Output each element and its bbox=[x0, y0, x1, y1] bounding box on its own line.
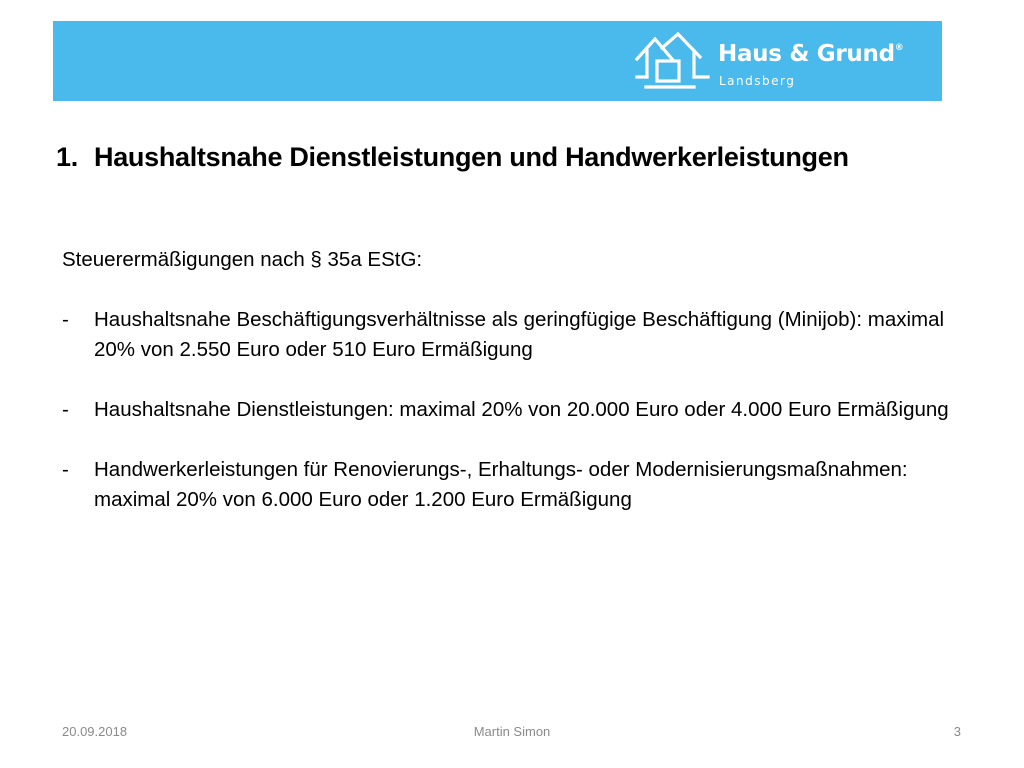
footer-date: 20.09.2018 bbox=[62, 724, 128, 739]
slide-content bbox=[62, 245, 962, 545]
bullet-marker: - bbox=[62, 398, 69, 421]
logo-subtitle: Landsberg bbox=[719, 74, 796, 88]
bullet-list bbox=[62, 305, 962, 515]
title-text: Haushaltsnahe Dienstleistungen und Handwerkerleistungen bbox=[94, 142, 849, 172]
logo-name: Haus & Grund® bbox=[718, 41, 904, 67]
logo bbox=[634, 29, 904, 95]
bullet-marker: - bbox=[62, 458, 69, 481]
footer-author: Martin Simon bbox=[473, 724, 551, 739]
footer-page-number: 3 bbox=[953, 724, 961, 739]
bullet-item bbox=[62, 305, 962, 365]
bullet-marker: - bbox=[62, 308, 69, 331]
registered-mark: ® bbox=[894, 43, 904, 53]
header-bar bbox=[53, 21, 942, 101]
bullet-text: Haushaltsnahe Beschäftigungsverhältnisse als geringfügige Beschäftigung (Minijob): maximal 20% von 2.550 Euro oder 510 Euro Ermäßigung bbox=[94, 308, 945, 361]
intro-text: Steuerermäßigungen nach § 35a EStG: bbox=[62, 248, 423, 271]
title-number: 1. bbox=[56, 142, 78, 172]
bullet-text: Haushaltsnahe Dienstleistungen: maximal 20% von 20.000 Euro oder 4.000 Euro Ermäßigung bbox=[94, 398, 949, 421]
slide-title bbox=[56, 142, 849, 173]
bullet-text: Handwerkerleistungen für Renovierungs-, Erhaltungs- oder Modernisierungsmaßnahmen: maximal 20% von 6.000 Euro oder 1.200 Euro Ermäßigung bbox=[94, 458, 908, 511]
bullet-item bbox=[62, 395, 962, 425]
bullet-item bbox=[62, 455, 962, 515]
house-logo-icon bbox=[634, 29, 712, 95]
